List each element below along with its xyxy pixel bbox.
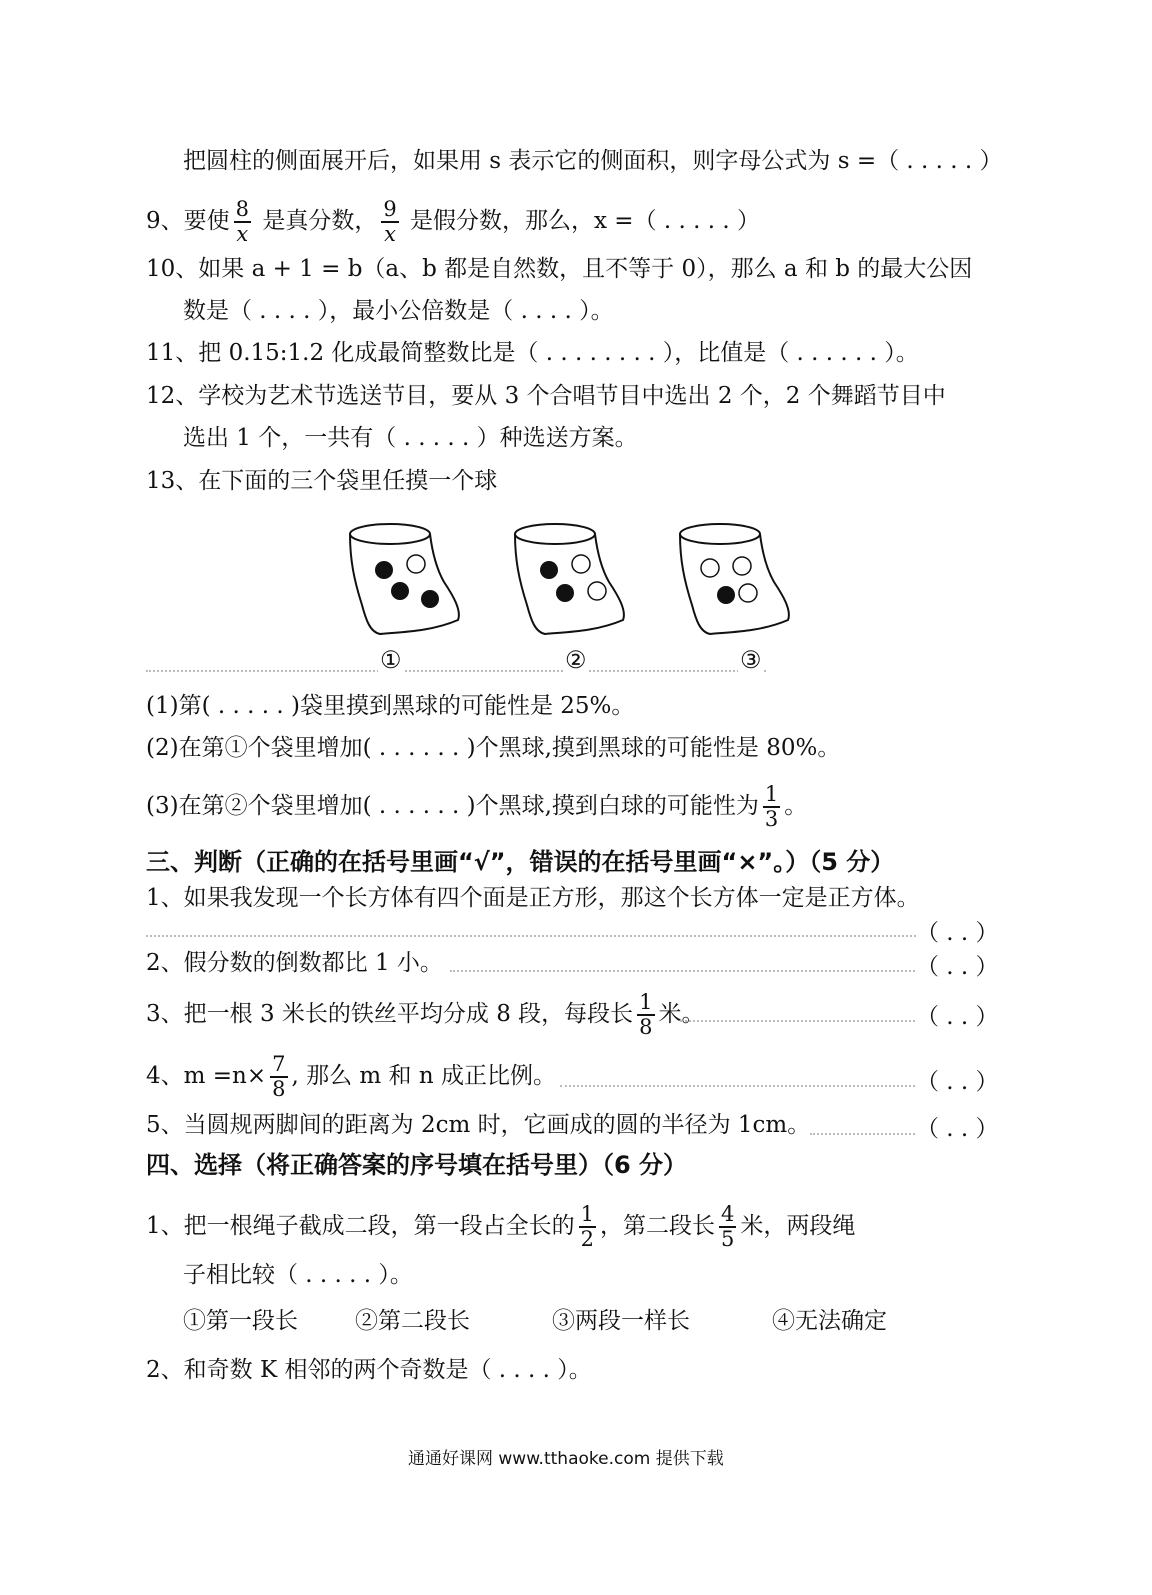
bag-label-2: ② (565, 646, 587, 674)
judge-5-paren[interactable]: （ . . ） (916, 1116, 999, 1142)
judge-4-dots (560, 1085, 915, 1087)
judge-1: 1、如果我发现一个长方体有四个面是正方形，那这个长方体一定是正方体。 (146, 885, 920, 911)
q9-mid2: 是假分数，那么， (410, 208, 595, 234)
choice-1-option-2[interactable]: ②第二段长 (355, 1308, 470, 1334)
judge-1-dots (146, 935, 916, 937)
question-12-line1: 12、学校为艺术节选送节目，要从 3 个合唱节目中选出 2 个，2 个舞蹈节目中 (146, 383, 946, 409)
choice-1-option-4[interactable]: ④无法确定 (772, 1308, 887, 1334)
judge-3-end: 米。 (658, 1001, 705, 1027)
bag-label-dots (146, 670, 766, 672)
question-10-line2: 数是（ . . . . ），最小公倍数是（ . . . . ）。 (183, 298, 614, 324)
judge-4 (146, 1050, 556, 1102)
question-9 (146, 196, 760, 246)
question-10-line1: 10、如果 a + 1 = b（a、b 都是自然数，且不等于 0），那么 a 和 b 的最大公因 (146, 256, 973, 282)
question-11: 11、把 0.15:1.2 化成最简整数比是（ . . . . . . . . ），比值是（ . . . . . . ）。 (146, 340, 919, 366)
judge-3-text: 3、把一根 3 米长的铁丝平均分成 8 段，每段长 (146, 1001, 634, 1027)
q9-mid1: 是真分数， (262, 208, 378, 234)
q13-3-end: 。 (784, 793, 808, 819)
choice-1-text-a: 1、把一根绳子截成二段，第一段占全长的 (146, 1213, 575, 1239)
section-4-heading: 四、选择（将正确答案的序号填在括号里）（6 分） (146, 1151, 688, 1179)
question-13: 13、在下面的三个袋里任摸一个球 (146, 468, 498, 494)
bag-label-1: ① (380, 646, 402, 674)
judge-5: 5、当圆规两脚间的距离为 2cm 时，它画成的圆的半径为 1cm。 (146, 1112, 811, 1138)
choice-1-line2: 子相比较（ . . . . . ）。 (183, 1262, 413, 1288)
fraction-1-over-2: $\frac{1}{2}$ (580, 1202, 595, 1251)
fraction-4-over-5: $\frac{4}{5}$ (721, 1202, 735, 1251)
choice-1-option-1[interactable]: ①第一段长 (183, 1308, 298, 1334)
bag-2-icon (515, 524, 624, 634)
fraction-8-over-x: $\frac{8}{x}$ (235, 197, 250, 246)
footer-credit: 通通好课网 www.tthaoke.com 提供下载 (408, 1449, 724, 1469)
fraction-1-over-8: $\frac{1}{8}$ (639, 990, 653, 1039)
choice-1-text-b: ，第二段长 (600, 1213, 716, 1239)
fraction-1-over-3: $\frac{1}{3}$ (764, 782, 779, 831)
section-3-heading: 三、判断（正确的在括号里画“√”，错误的在括号里画“×”。）（5 分） (146, 848, 895, 876)
question-13-1: (1)第( . . . . . )袋里摸到黑球的可能性是 25%。 (146, 693, 635, 719)
judge-2: 2、假分数的倒数都比 1 小。 (146, 950, 443, 976)
fraction-7-over-8: $\frac{7}{8}$ (272, 1052, 286, 1101)
judge-3-dots (680, 1020, 915, 1022)
judge-4-text: 4、m =n× (146, 1063, 267, 1089)
judge-4-end: , 那么 m 和 n 成正比例。 (291, 1063, 556, 1089)
choice-1-option-3[interactable]: ③两段一样长 (552, 1308, 690, 1334)
choice-1-text-c: 米，两段绳 (740, 1213, 856, 1239)
q13-3-text: (3)在第②个袋里增加( . . . . . . )个黑球,摸到白球的可能性为 (146, 793, 759, 819)
bag-label-3: ③ (740, 646, 762, 674)
bag-1-icon (350, 524, 459, 634)
judge-1-paren[interactable]: （ . . ） (916, 920, 999, 946)
judge-2-paren[interactable]: （ . . ） (916, 954, 999, 980)
question-12-line2: 选出 1 个，一共有（ . . . . . ）种选送方案。 (183, 425, 638, 451)
choice-2: 2、和奇数 K 相邻的两个奇数是（ . . . . ）。 (146, 1357, 592, 1383)
judge-5-dots (810, 1133, 915, 1135)
question-8-formula: 把圆柱的侧面展开后，如果用 s 表示它的侧面积，则字母公式为 s =（ . . . . . ） (183, 148, 1003, 174)
question-13-3 (146, 780, 807, 832)
judge-4-paren[interactable]: （ . . ） (916, 1069, 999, 1095)
question-13-2: (2)在第①个袋里增加( . . . . . . )个黑球,摸到黑球的可能性是 80%。 (146, 735, 841, 761)
judge-3-paren[interactable]: （ . . ） (916, 1004, 999, 1030)
choice-1-line1 (146, 1200, 855, 1252)
q9-prefix: 9、要使 (146, 208, 230, 234)
judge-3 (146, 988, 705, 1040)
q9-answer-blank[interactable]: x =（ . . . . . ） (594, 208, 760, 234)
judge-2-dots (450, 970, 915, 972)
bag-3-icon (680, 524, 789, 634)
bags-illustration (340, 520, 800, 650)
fraction-9-over-x: $\frac{9}{x}$ (383, 197, 397, 246)
